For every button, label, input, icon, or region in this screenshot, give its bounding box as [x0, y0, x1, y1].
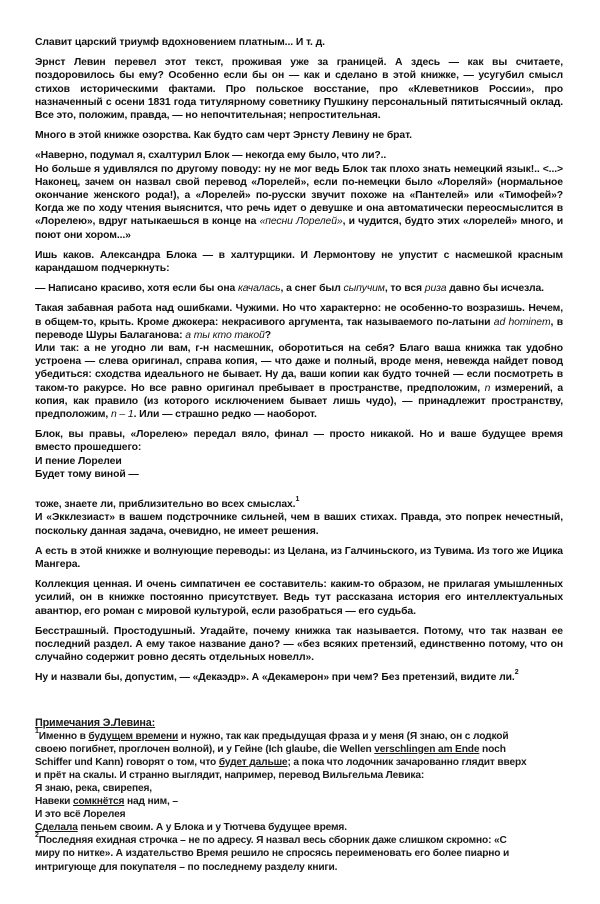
- text-run: «Наверно, подумал я, схалтурил Блок — некогда ему было, что ли?.. Но больше я удивлялся по другому поводу: ну не мог ведь Блок так плохо знать немецкий язык!.. <...> Наконец, зачем он назвал свой перевод «Лорелей», если по-немецки было «Лореляй» (нормальное окончание женского рода!), а «Лорелей» по-русски звучит похоже на «Пантелей» или «Тимофей»? Когда же по ходу чтения выяснится, что речь идет о девушке и она автоматически переосмыслится в «Лорелею», вдруг натыкаешься в конце на: [35, 150, 563, 228]
- underlined-text: будущем времени: [88, 730, 179, 742]
- footnote-marker: 1: [295, 496, 300, 504]
- italic-text: ad hominem: [493, 316, 551, 328]
- paragraph-book-title: [35, 625, 563, 665]
- text-run: пеньем своим. А у Блока и у Тютчева будущее время.: [77, 822, 347, 834]
- paragraph-translations: [35, 545, 563, 571]
- italic-text: n: [484, 382, 491, 394]
- text-run: тоже, знаете ли, приблизительно во всех смыслах.: [35, 499, 296, 511]
- italic-text: сыпучим: [343, 283, 385, 295]
- footnote-marker: 2: [35, 832, 39, 840]
- paragraph-mischief: [35, 129, 563, 142]
- text-run: Славит царский триумф вдохновением платным... И т. д.: [35, 37, 325, 48]
- text-run: Ишь каков. Александра Блока — в халтурщики. И Лермонтову не упустит с насмешкой красным карандашом подчеркнуть:: [35, 249, 563, 275]
- paragraph-lermontov-remark: [35, 282, 563, 295]
- text-run: . Или — страшно редко — наоборот.: [133, 409, 317, 421]
- text-run: И «Экклезиаст» в вашем подстрочнике сильней, чем в ваших стихах. Правда, это попрек нечестный, поскольку данная задача, очевидно, не имеет решения.: [35, 512, 563, 537]
- footnote-marker: 2: [514, 669, 519, 677]
- text-run: Блок, вы правы, «Лорелею» передал вяло, финал — просто никакой. Но и ваше будущее время вместо прошедшего: И пение Лорелеи Будет тому виной —: [35, 429, 563, 480]
- text-run: , а снег был: [280, 283, 344, 295]
- text-run: , то вся: [384, 283, 425, 295]
- paragraph-decameron: [35, 671, 563, 684]
- underlined-text: Сделала: [35, 822, 78, 834]
- text-run: измерений, а копия, как правило (из которого исключением бывает лишь чудо), — принадлежит пространству, предположим,: [35, 382, 563, 421]
- italic-text: n – 1: [110, 409, 134, 421]
- notes-heading: [35, 717, 580, 730]
- paragraph-future-tense: [35, 428, 563, 481]
- text-run: — Написано красиво, хотя если бы она: [35, 283, 238, 295]
- text-run: ; а пока что лодочник зачарованно глядит вверх и прёт на скалы. И странно выглядит, например, перевод Вильгельма Левика: Я знаю, река, свирепея, Навеки: [35, 756, 527, 808]
- text-run: Коллекция ценная. И очень симпатичен ее составитель: каким-то образом, не прилагая умышленных усилий, он в книжке постоянно присутствует. Ведь тут рассказана история его интеллектуальных авантюр, его роман с мировой культурой, если разобраться — его судьба.: [35, 579, 563, 617]
- text-run: , в переводе Шуры Балаганова:: [35, 316, 563, 341]
- text-run: noch Schiffer und Kann) говорят о том, что: [35, 743, 506, 768]
- text-run: Эрнст Левин перевел этот текст, проживая уже за границей. А здесь — как вы считаете, поздоровилось бы ему? Особенно если бы он — как и сделано в этой книжке, — усугубил смысл стихов историческими фактами. Про польское восстание, про «Клеветников России», про назначенный с осени 1831 года титулярному советнику Пушкину персональный пятитысячный оклад. Все это, положим, правда, — но непочтительная; непростительная.: [35, 57, 563, 122]
- underlined-text: verschlingen am Ende: [374, 743, 480, 755]
- text-run: Бесстрашный. Простодушный. Угадайте, почему книжка так называется. Потому, что так назван ее последний раздел. А ему такое название дано? — «без всяких претензий, единственно потому, что он случайно содержит ровно десять отдельных новелл».: [35, 625, 563, 664]
- text-run: , и чудится, будто этих «лорелей» много, и поют они хором...»: [35, 216, 563, 241]
- text-run: Ну и назвали бы, допустим, — «Декаэдр». А «Декамерон» при чем? Без претензий, видите ли.: [35, 672, 515, 684]
- quote-lorelei: [35, 149, 563, 241]
- footnote-marker: 1: [35, 727, 39, 735]
- paragraph-work-on-errors: [35, 302, 563, 421]
- underlined-text: будет дальше: [218, 756, 288, 768]
- footnote-2: [35, 834, 580, 873]
- paragraph-translation-context: [35, 56, 563, 122]
- paragraph-ecclesiastes: [35, 498, 563, 538]
- footnote-1: [35, 727, 580, 835]
- text-run: Последняя ехидная строчка – не по адресу. Я назвал весь сборник даже слишком скромно: «С миру по нитке». А издательство Время решило не спросясь переименовать его более пиарно и интригующе для покупателя – по последнему разделу книги.: [35, 835, 510, 873]
- italic-text: качалась: [238, 283, 281, 295]
- paragraph-blok-lermontov: [35, 249, 563, 275]
- italic-text: «песни Лорелей»: [259, 216, 343, 228]
- text-run: Такая забавная работа над ошибками. Чужими. Но что характерно: не особенно-то возразишь. Нечем, в общем-то, крыть. Кроме джокера: некрасивого аргумента, так называемого по-латыни: [35, 303, 563, 328]
- text-run: и нужно, так как предыдущая фраза и у меня (Я знаю, он с лодкой своею погибнет, проглочен волной), и у Гейне (Ich glaube, die Wellen: [35, 730, 509, 755]
- text-run: Именно в: [38, 730, 89, 742]
- underlined-text: сомкнётся: [72, 796, 125, 808]
- verse-quote-line: [35, 36, 563, 49]
- text-run: давно бы исчезла.: [446, 283, 544, 295]
- text-run: Много в этой книжке озорства. Как будто сам черт Эрнсту Левину не брат.: [35, 130, 412, 142]
- italic-text: риза: [424, 283, 447, 295]
- text-run: Примечания Э.Левина:: [35, 716, 156, 729]
- text-run: А есть в этой книжке и волнующие переводы: из Целана, из Галчиньского, из Тувима. Из того же Ицика Мангера.: [35, 545, 563, 570]
- paragraph-collection: [35, 578, 563, 618]
- text-run: над ним, – И это всё Лорелея: [35, 796, 178, 821]
- italic-text: а ты кто такой: [185, 329, 265, 341]
- text-run: ? Или так: а не угодно ли вам, г-н насмешник, оборотиться на себя? Благо ваша книжка так удобно устроена — слева оригинал, справа копия, — что даже и полный, вроде меня, невежда найдет повод убедиться: сходства идеального не бывает. Ну да, ваши копии как будто точней — если посмотреть в таком-то ракурсе. Но все равно оригинал пребывает в пространстве, предположим,: [35, 329, 563, 394]
